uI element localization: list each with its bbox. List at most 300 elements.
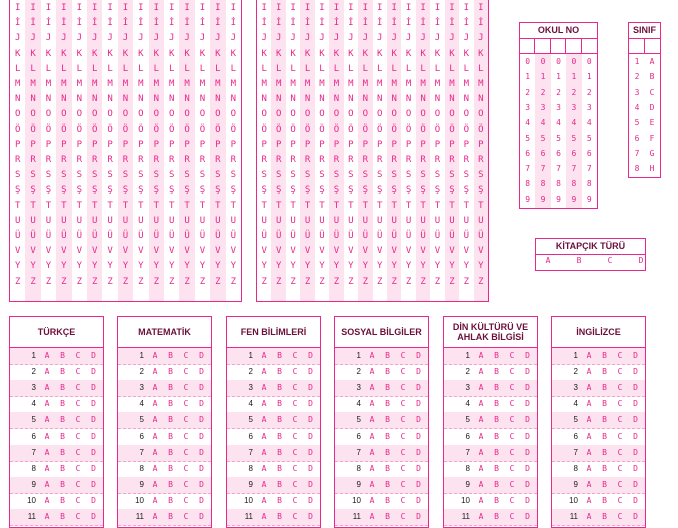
answer-bubble[interactable]: A <box>261 367 267 377</box>
name-right-bubble[interactable]: İ <box>304 18 311 29</box>
answer-bubble[interactable]: A <box>261 351 267 360</box>
answer-bubble[interactable]: C <box>400 512 406 521</box>
name-right-bubble[interactable]: R <box>261 155 267 165</box>
name-left-bubble[interactable]: Ş <box>61 185 67 196</box>
name-right-bubble[interactable]: P <box>405 139 412 150</box>
answer-bubble[interactable]: B <box>602 463 607 473</box>
answer-bubble[interactable]: A <box>586 479 592 489</box>
name-right-bubble[interactable]: K <box>478 48 484 59</box>
name-left-bubble[interactable]: O <box>30 109 36 120</box>
answer-bubble[interactable]: D <box>525 447 530 457</box>
answer-bubble[interactable]: D <box>416 431 421 441</box>
answer-bubble[interactable]: C <box>75 367 81 377</box>
name-right-bubble[interactable]: M <box>319 79 325 89</box>
name-right-bubble[interactable]: Ü <box>405 231 412 241</box>
name-right-bubble[interactable]: Z <box>333 276 340 287</box>
answer-bubble[interactable]: A <box>152 431 158 441</box>
okul-no-bubble[interactable]: 8 <box>586 179 592 189</box>
name-right-bubble[interactable]: J <box>405 33 412 44</box>
name-right-bubble[interactable]: Ü <box>463 231 470 241</box>
name-left-bubble[interactable]: L <box>122 63 129 74</box>
name-right-bubble[interactable]: K <box>463 48 470 59</box>
answer-bubble[interactable]: A <box>44 495 50 505</box>
name-right-bubble[interactable]: R <box>362 155 368 165</box>
name-left-bubble[interactable]: R <box>153 155 159 165</box>
name-right-bubble[interactable]: O <box>405 109 412 120</box>
name-left-bubble[interactable]: U <box>91 215 98 226</box>
answer-bubble[interactable]: D <box>416 367 421 377</box>
answer-bubble[interactable]: C <box>75 463 81 473</box>
name-right-bubble[interactable]: Ş <box>463 185 470 196</box>
name-left-bubble[interactable]: K <box>199 48 206 59</box>
name-left-bubble[interactable]: O <box>230 109 236 120</box>
name-left-bubble[interactable]: I <box>14 3 21 13</box>
name-right-bubble[interactable]: Ü <box>391 231 397 241</box>
name-left-bubble[interactable]: İ <box>45 18 52 29</box>
name-right-bubble[interactable]: Ü <box>290 231 296 241</box>
name-right-bubble[interactable]: M <box>463 79 470 89</box>
name-left-bubble[interactable]: R <box>138 155 144 165</box>
okul-no-bubble[interactable]: 2 <box>525 87 531 97</box>
name-left-bubble[interactable]: Ö <box>153 124 159 135</box>
name-right-bubble[interactable]: J <box>275 33 282 44</box>
name-left-bubble[interactable]: Z <box>168 276 175 287</box>
name-right-bubble[interactable]: Ş <box>478 185 484 196</box>
name-left-bubble[interactable]: L <box>199 63 206 74</box>
answer-bubble[interactable]: D <box>416 383 421 393</box>
answer-bubble[interactable]: C <box>509 351 515 360</box>
name-left-bubble[interactable]: S <box>45 170 52 181</box>
answer-bubble[interactable]: A <box>586 463 592 473</box>
name-right-bubble[interactable]: İ <box>434 18 441 29</box>
name-right-bubble[interactable]: Ö <box>463 124 470 135</box>
answer-bubble[interactable]: D <box>308 479 313 489</box>
name-left-bubble[interactable]: Ü <box>14 231 21 241</box>
name-right-bubble[interactable]: L <box>275 63 282 74</box>
okul-no-bubble[interactable]: 2 <box>571 87 577 97</box>
name-right-bubble[interactable]: P <box>319 139 325 150</box>
answer-bubble[interactable]: C <box>292 463 298 473</box>
name-right-bubble[interactable]: O <box>463 109 470 120</box>
answer-bubble[interactable]: A <box>478 512 484 521</box>
name-right-bubble[interactable]: M <box>391 79 397 89</box>
name-left-bubble[interactable]: S <box>215 170 221 181</box>
okul-no-bubble[interactable]: 0 <box>556 57 561 66</box>
name-left-bubble[interactable]: İ <box>76 18 82 29</box>
answer-bubble[interactable]: C <box>617 367 623 377</box>
name-left-bubble[interactable]: P <box>45 139 52 150</box>
answer-bubble[interactable]: D <box>199 383 204 393</box>
name-right-bubble[interactable]: N <box>377 94 383 105</box>
name-left-bubble[interactable]: Ö <box>215 124 221 135</box>
answer-bubble[interactable]: B <box>385 463 390 473</box>
name-left-bubble[interactable]: Ü <box>168 231 175 241</box>
name-right-bubble[interactable]: R <box>290 155 296 165</box>
answer-bubble[interactable]: D <box>525 399 530 409</box>
answer-bubble[interactable]: C <box>75 495 81 505</box>
name-right-bubble[interactable]: L <box>391 63 397 74</box>
name-left-bubble[interactable]: S <box>76 170 82 181</box>
name-left-bubble[interactable]: Ü <box>76 231 82 241</box>
answer-bubble[interactable]: D <box>91 399 96 409</box>
answer-bubble[interactable]: C <box>509 383 515 393</box>
name-right-bubble[interactable]: O <box>333 109 340 120</box>
name-right-bubble[interactable]: L <box>290 63 296 74</box>
name-left-bubble[interactable]: J <box>45 33 52 44</box>
okul-no-bubble[interactable]: 1 <box>525 72 531 82</box>
answer-bubble[interactable]: C <box>292 399 298 409</box>
name-left-bubble[interactable]: L <box>30 63 36 74</box>
answer-bubble[interactable]: A <box>369 495 375 505</box>
answer-bubble[interactable]: C <box>292 447 298 457</box>
answer-bubble[interactable]: D <box>199 463 204 473</box>
answer-bubble[interactable]: B <box>385 415 390 425</box>
answer-bubble[interactable]: A <box>152 399 158 409</box>
name-left-bubble[interactable]: Ö <box>122 124 129 135</box>
answer-bubble[interactable]: B <box>168 479 173 489</box>
name-right-bubble[interactable]: U <box>275 215 282 226</box>
name-left-bubble[interactable]: I <box>153 3 159 13</box>
name-right-bubble[interactable]: V <box>261 246 267 257</box>
name-right-bubble[interactable]: Ö <box>348 124 354 135</box>
answer-bubble[interactable]: B <box>385 447 390 457</box>
name-left-bubble[interactable]: İ <box>122 18 129 29</box>
answer-bubble[interactable]: D <box>416 399 421 409</box>
answer-bubble[interactable]: D <box>91 367 96 377</box>
name-right-bubble[interactable]: U <box>348 215 354 226</box>
name-left-bubble[interactable]: O <box>61 109 67 120</box>
answer-bubble[interactable]: D <box>199 479 204 489</box>
okul-no-bubble[interactable]: 5 <box>556 133 561 143</box>
answer-bubble[interactable]: C <box>183 495 189 505</box>
name-left-bubble[interactable]: V <box>168 246 175 257</box>
name-left-bubble[interactable]: R <box>168 155 175 165</box>
answer-bubble[interactable]: B <box>60 431 65 441</box>
name-left-bubble[interactable]: N <box>153 94 159 105</box>
name-left-bubble[interactable]: Z <box>91 276 98 287</box>
answer-bubble[interactable]: D <box>91 463 96 473</box>
name-left-bubble[interactable]: N <box>30 94 36 105</box>
name-right-bubble[interactable]: K <box>391 48 397 59</box>
name-left-bubble[interactable]: Z <box>215 276 221 287</box>
name-left-bubble[interactable]: K <box>215 48 221 59</box>
answer-bubble[interactable]: D <box>525 415 530 425</box>
answer-bubble[interactable]: C <box>509 367 515 377</box>
answer-bubble[interactable]: C <box>292 479 298 489</box>
name-left-bubble[interactable]: S <box>61 170 67 181</box>
name-left-bubble[interactable]: N <box>91 94 98 105</box>
name-right-bubble[interactable]: V <box>348 246 354 257</box>
answer-bubble[interactable]: A <box>152 495 158 505</box>
answer-bubble[interactable]: B <box>385 479 390 489</box>
answer-bubble[interactable]: C <box>292 431 298 441</box>
name-right-bubble[interactable]: T <box>275 200 282 211</box>
answer-bubble[interactable]: D <box>525 463 530 473</box>
name-right-bubble[interactable]: K <box>405 48 412 59</box>
answer-bubble[interactable]: D <box>91 512 96 521</box>
answer-bubble[interactable]: C <box>400 495 406 505</box>
name-left-bubble[interactable]: L <box>184 63 190 74</box>
name-right-bubble[interactable]: V <box>463 246 470 257</box>
sinif-letter-bubble[interactable]: A <box>649 57 655 66</box>
answer-bubble[interactable]: D <box>525 495 530 505</box>
answer-bubble[interactable]: A <box>44 447 50 457</box>
name-left-bubble[interactable]: T <box>184 200 190 211</box>
name-left-bubble[interactable]: L <box>91 63 98 74</box>
name-left-bubble[interactable]: V <box>45 246 52 257</box>
name-right-bubble[interactable]: I <box>290 3 296 13</box>
answer-bubble[interactable]: B <box>277 512 282 521</box>
name-right-bubble[interactable]: L <box>261 63 267 74</box>
name-right-bubble[interactable]: Y <box>449 261 455 272</box>
name-right-bubble[interactable]: M <box>261 79 267 89</box>
name-right-bubble[interactable]: V <box>420 246 426 257</box>
answer-bubble[interactable]: C <box>400 431 406 441</box>
name-left-bubble[interactable]: N <box>122 94 129 105</box>
name-left-bubble[interactable]: M <box>153 79 159 89</box>
answer-bubble[interactable]: C <box>509 399 515 409</box>
name-right-bubble[interactable]: K <box>261 48 267 59</box>
sinif-letter-bubble[interactable]: D <box>649 102 655 112</box>
name-right-bubble[interactable]: N <box>319 94 325 105</box>
name-left-bubble[interactable]: J <box>91 33 98 44</box>
name-left-bubble[interactable]: L <box>153 63 159 74</box>
name-left-bubble[interactable]: N <box>215 94 221 105</box>
sinif-letter-bubble[interactable]: G <box>649 148 655 158</box>
name-right-bubble[interactable]: I <box>478 3 484 13</box>
name-left-bubble[interactable]: O <box>138 109 144 120</box>
name-left-bubble[interactable]: Y <box>30 261 36 272</box>
name-left-bubble[interactable]: P <box>199 139 206 150</box>
answer-bubble[interactable]: C <box>509 447 515 457</box>
name-right-bubble[interactable]: V <box>449 246 455 257</box>
name-left-bubble[interactable]: K <box>76 48 82 59</box>
okul-no-bubble[interactable]: 9 <box>556 194 561 204</box>
name-right-bubble[interactable]: M <box>348 79 354 89</box>
answer-bubble[interactable]: D <box>308 463 313 473</box>
name-left-bubble[interactable]: Ö <box>138 124 144 135</box>
name-right-bubble[interactable]: İ <box>478 18 484 29</box>
name-right-bubble[interactable]: Y <box>261 261 267 272</box>
answer-bubble[interactable]: B <box>277 383 282 393</box>
name-left-bubble[interactable]: V <box>30 246 36 257</box>
name-left-bubble[interactable]: N <box>199 94 206 105</box>
name-right-bubble[interactable]: R <box>463 155 470 165</box>
answer-bubble[interactable]: C <box>617 415 623 425</box>
name-right-bubble[interactable]: I <box>391 3 397 13</box>
name-right-bubble[interactable]: L <box>420 63 426 74</box>
answer-bubble[interactable]: C <box>400 351 406 360</box>
name-right-bubble[interactable]: Ü <box>304 231 311 241</box>
okul-no-bubble[interactable]: 7 <box>571 164 577 174</box>
answer-bubble[interactable]: B <box>385 495 390 505</box>
name-right-bubble[interactable]: Ş <box>290 185 296 196</box>
name-left-bubble[interactable]: J <box>168 33 175 44</box>
name-right-bubble[interactable]: T <box>261 200 267 211</box>
answer-bubble[interactable]: B <box>602 399 607 409</box>
name-left-bubble[interactable]: I <box>122 3 129 13</box>
name-left-bubble[interactable]: I <box>230 3 236 13</box>
answer-bubble[interactable]: B <box>168 367 173 377</box>
name-right-bubble[interactable]: R <box>478 155 484 165</box>
okul-no-bubble[interactable]: 6 <box>571 148 577 158</box>
name-right-bubble[interactable]: S <box>275 170 282 181</box>
answer-bubble[interactable]: B <box>602 512 607 521</box>
name-right-bubble[interactable]: M <box>377 79 383 89</box>
name-right-bubble[interactable]: O <box>362 109 368 120</box>
name-right-bubble[interactable]: S <box>449 170 455 181</box>
name-left-bubble[interactable]: Ü <box>61 231 67 241</box>
name-right-bubble[interactable]: İ <box>261 18 267 29</box>
answer-bubble[interactable]: D <box>199 415 204 425</box>
answer-bubble[interactable]: B <box>494 463 499 473</box>
name-left-bubble[interactable]: K <box>230 48 236 59</box>
name-right-bubble[interactable]: Ş <box>319 185 325 196</box>
okul-no-bubble[interactable]: 8 <box>571 179 577 189</box>
okul-no-bubble[interactable]: 0 <box>525 57 531 66</box>
name-right-bubble[interactable]: I <box>348 3 354 13</box>
okul-no-bubble[interactable]: 1 <box>556 72 561 82</box>
name-right-bubble[interactable]: S <box>348 170 354 181</box>
name-right-bubble[interactable]: M <box>290 79 296 89</box>
name-right-bubble[interactable]: S <box>463 170 470 181</box>
name-right-bubble[interactable]: Y <box>290 261 296 272</box>
name-left-bubble[interactable]: Ş <box>138 185 144 196</box>
name-right-bubble[interactable]: J <box>261 33 267 44</box>
name-left-bubble[interactable]: T <box>199 200 206 211</box>
name-right-bubble[interactable]: J <box>304 33 311 44</box>
answer-bubble[interactable]: A <box>261 399 267 409</box>
okul-no-bubble[interactable]: 5 <box>586 133 592 143</box>
name-right-bubble[interactable]: T <box>478 200 484 211</box>
name-left-bubble[interactable]: O <box>153 109 159 120</box>
name-right-bubble[interactable]: Z <box>434 276 441 287</box>
answer-bubble[interactable]: B <box>494 415 499 425</box>
name-left-bubble[interactable]: Z <box>199 276 206 287</box>
name-right-bubble[interactable]: S <box>290 170 296 181</box>
name-left-bubble[interactable]: T <box>215 200 221 211</box>
name-right-bubble[interactable]: R <box>333 155 340 165</box>
answer-bubble[interactable]: C <box>183 367 189 377</box>
name-right-bubble[interactable]: K <box>304 48 311 59</box>
name-right-bubble[interactable]: P <box>377 139 383 150</box>
answer-bubble[interactable]: D <box>308 447 313 457</box>
name-right-bubble[interactable]: N <box>290 94 296 105</box>
name-right-bubble[interactable]: Ü <box>348 231 354 241</box>
name-left-bubble[interactable]: İ <box>168 18 175 29</box>
name-right-bubble[interactable]: L <box>319 63 325 74</box>
name-right-bubble[interactable]: S <box>391 170 397 181</box>
name-left-bubble[interactable]: P <box>30 139 36 150</box>
name-right-bubble[interactable]: T <box>377 200 383 211</box>
name-right-bubble[interactable]: T <box>348 200 354 211</box>
answer-bubble[interactable]: C <box>509 495 515 505</box>
name-left-bubble[interactable]: Ş <box>122 185 129 196</box>
name-left-bubble[interactable]: T <box>61 200 67 211</box>
name-left-bubble[interactable]: S <box>230 170 236 181</box>
name-left-bubble[interactable]: J <box>230 33 236 44</box>
name-right-bubble[interactable]: L <box>348 63 354 74</box>
answer-bubble[interactable]: A <box>261 495 267 505</box>
name-right-bubble[interactable]: I <box>333 3 340 13</box>
okul-no-bubble[interactable]: 1 <box>540 72 546 82</box>
answer-bubble[interactable]: D <box>308 431 313 441</box>
name-left-bubble[interactable]: Z <box>61 276 67 287</box>
answer-bubble[interactable]: A <box>478 447 484 457</box>
answer-bubble[interactable]: A <box>152 351 158 360</box>
name-left-bubble[interactable]: P <box>215 139 221 150</box>
name-left-bubble[interactable]: S <box>122 170 129 181</box>
answer-bubble[interactable]: B <box>385 399 390 409</box>
okul-no-bubble[interactable]: 8 <box>540 179 546 189</box>
name-left-bubble[interactable]: V <box>153 246 159 257</box>
name-right-bubble[interactable]: Y <box>319 261 325 272</box>
answer-bubble[interactable]: C <box>400 479 406 489</box>
name-right-bubble[interactable]: I <box>377 3 383 13</box>
answer-bubble[interactable]: B <box>494 367 499 377</box>
answer-bubble[interactable]: A <box>369 351 375 360</box>
name-right-bubble[interactable]: L <box>377 63 383 74</box>
name-left-bubble[interactable]: R <box>91 155 98 165</box>
answer-bubble[interactable]: A <box>478 463 484 473</box>
name-right-bubble[interactable]: N <box>304 94 311 105</box>
name-left-bubble[interactable]: Ş <box>30 185 36 196</box>
answer-bubble[interactable]: D <box>416 351 421 360</box>
sinif-letter-bubble[interactable]: F <box>649 133 655 143</box>
name-left-bubble[interactable]: N <box>107 94 113 105</box>
answer-bubble[interactable]: D <box>308 399 313 409</box>
answer-bubble[interactable]: A <box>261 512 267 521</box>
name-left-bubble[interactable]: Y <box>107 261 113 272</box>
answer-bubble[interactable]: A <box>586 495 592 505</box>
okul-no-bubble[interactable]: 3 <box>571 102 577 112</box>
name-left-bubble[interactable]: J <box>76 33 82 44</box>
name-left-bubble[interactable]: Y <box>199 261 206 272</box>
answer-bubble[interactable]: D <box>633 495 638 505</box>
answer-bubble[interactable]: A <box>261 415 267 425</box>
name-right-bubble[interactable]: Ö <box>434 124 441 135</box>
sinif-letter-bubble[interactable]: H <box>649 164 655 174</box>
answer-bubble[interactable]: B <box>277 431 282 441</box>
name-right-bubble[interactable]: U <box>463 215 470 226</box>
answer-bubble[interactable]: A <box>586 447 592 457</box>
answer-bubble[interactable]: A <box>261 383 267 393</box>
name-right-bubble[interactable]: I <box>275 3 282 13</box>
name-left-bubble[interactable]: Ö <box>230 124 236 135</box>
name-right-bubble[interactable]: Ö <box>304 124 311 135</box>
answer-bubble[interactable]: D <box>91 447 96 457</box>
answer-bubble[interactable]: A <box>152 447 158 457</box>
name-right-bubble[interactable]: Ü <box>319 231 325 241</box>
answer-bubble[interactable]: C <box>183 463 189 473</box>
name-left-bubble[interactable]: İ <box>30 18 36 29</box>
okul-no-bubble[interactable]: 3 <box>586 102 592 112</box>
name-left-bubble[interactable]: I <box>76 3 82 13</box>
name-left-bubble[interactable]: R <box>230 155 236 165</box>
answer-bubble[interactable]: B <box>277 351 282 360</box>
answer-bubble[interactable]: A <box>369 447 375 457</box>
answer-bubble[interactable]: D <box>91 383 96 393</box>
name-left-bubble[interactable]: U <box>76 215 82 226</box>
name-left-bubble[interactable]: Ö <box>184 124 190 135</box>
name-right-bubble[interactable]: Ü <box>434 231 441 241</box>
name-right-bubble[interactable]: P <box>290 139 296 150</box>
name-right-bubble[interactable]: S <box>434 170 441 181</box>
name-left-bubble[interactable]: Ş <box>91 185 98 196</box>
answer-bubble[interactable]: C <box>75 383 81 393</box>
name-left-bubble[interactable]: K <box>107 48 113 59</box>
name-right-bubble[interactable]: Ü <box>333 231 340 241</box>
